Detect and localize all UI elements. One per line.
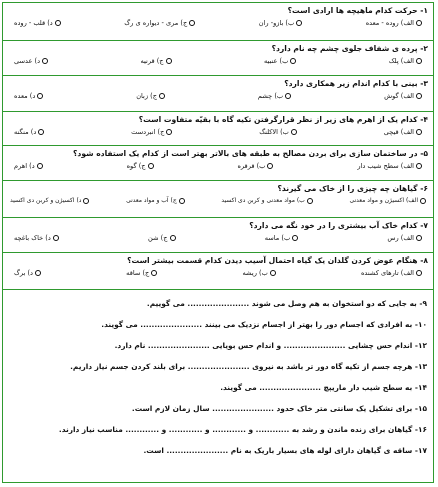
- option-d[interactable]: [14, 90, 43, 102]
- option-d[interactable]: [14, 17, 61, 29]
- question-text: ۶- گیاهان چه چیزی را از خاک می گیرند؟: [277, 184, 428, 193]
- question-text: ۵- در ساختمان سازی برای بردن مصالح به طبقه های بالاتر بهتر است از کدام یک استفاده شود؟: [73, 149, 428, 158]
- option-a[interactable]: [366, 17, 422, 29]
- radio-circle-icon[interactable]: [42, 58, 48, 64]
- option-d[interactable]: [10, 195, 89, 207]
- option-b[interactable]: [221, 195, 313, 207]
- question-2: [3, 41, 433, 76]
- option-c[interactable]: [126, 195, 185, 207]
- radio-circle-icon[interactable]: [166, 129, 172, 135]
- option-label: ب) قرقره: [237, 162, 266, 170]
- fill-in-item: ۱۲- اندام حس چشایی ...................... و اندام حس بویایی ...................... نام دارد.: [114, 341, 427, 350]
- option-c[interactable]: [124, 17, 195, 29]
- question-1: [3, 3, 433, 41]
- option-label: ب) عنبیه: [263, 57, 289, 65]
- radio-circle-icon[interactable]: [296, 20, 302, 26]
- option-label: د) قلب - روده: [14, 19, 53, 27]
- question-text: ۸- هنگام عوض کردن گلدان یک گیاه احتمال آسیب دیدن کدام قسمت بیشتر است؟: [127, 256, 428, 265]
- option-d[interactable]: [14, 126, 44, 138]
- radio-circle-icon[interactable]: [267, 163, 273, 169]
- option-d[interactable]: [14, 267, 41, 279]
- option-label: د) برگ: [14, 269, 33, 277]
- question-6: [3, 181, 433, 218]
- option-label: ج) آب و مواد معدنی: [126, 197, 177, 204]
- option-label: الف) اکسیژن و مواد معدنی: [349, 197, 418, 204]
- question-7: [3, 218, 433, 253]
- option-label: ب) بازو- ران: [258, 19, 295, 27]
- radio-circle-icon[interactable]: [416, 93, 422, 99]
- option-label: ج) مری - دیواره ی رگ: [124, 19, 188, 27]
- radio-circle-icon[interactable]: [285, 93, 291, 99]
- radio-circle-icon[interactable]: [151, 270, 157, 276]
- option-label: الف) تارهای کشنده: [360, 269, 414, 277]
- radio-circle-icon[interactable]: [179, 198, 185, 204]
- option-b[interactable]: [259, 126, 297, 138]
- radio-circle-icon[interactable]: [189, 20, 195, 26]
- option-a[interactable]: [357, 160, 422, 172]
- radio-circle-icon[interactable]: [416, 235, 422, 241]
- radio-circle-icon[interactable]: [159, 93, 165, 99]
- radio-circle-icon[interactable]: [291, 129, 297, 135]
- option-label: ب) مواد معدنی و کربن دی اکسید: [221, 197, 305, 204]
- question-text: ۲- پرده ی شفاف جلوی چشم چه نام دارد؟: [271, 44, 428, 53]
- fill-in-section: [3, 290, 433, 467]
- option-d[interactable]: [14, 160, 43, 172]
- fill-in-item: ۱۷- ساقه ی گیاهان دارای لوله های بسیار باریک به نام ...................... است.: [143, 446, 427, 455]
- option-c[interactable]: [131, 126, 172, 138]
- question-text: ۱- حرکت کدام ماهیچه ها ارادی است؟: [287, 6, 428, 15]
- option-a[interactable]: [389, 55, 422, 67]
- option-label: ج) قرنیه: [140, 57, 164, 65]
- option-label: الف) رس: [387, 234, 414, 242]
- question-4: [3, 112, 433, 146]
- options-row: [8, 160, 428, 172]
- radio-circle-icon[interactable]: [290, 58, 296, 64]
- option-c[interactable]: [136, 90, 165, 102]
- options-row: [8, 55, 428, 67]
- fill-in-item: ۱۶- گیاهان برای زنده ماندن و رشد به ............ و ............ و ............ و ............ مناسب نیاز دارند.: [58, 425, 427, 434]
- option-label: د) عدسی: [14, 57, 41, 65]
- radio-circle-icon[interactable]: [53, 235, 59, 241]
- options-row: [8, 195, 428, 207]
- option-c[interactable]: [140, 55, 171, 67]
- fill-in-item: ۱۴- به سطح شیب دار ماریپچ ...................... می گویند.: [220, 383, 427, 392]
- option-b[interactable]: [242, 267, 275, 279]
- option-c[interactable]: [126, 267, 157, 279]
- option-d[interactable]: [14, 232, 59, 244]
- option-c[interactable]: [127, 160, 154, 172]
- radio-circle-icon[interactable]: [83, 198, 89, 204]
- question-3: [3, 76, 433, 112]
- option-a[interactable]: [361, 267, 422, 279]
- fill-in-item: ۹- به جایی که دو استخوان به هم وصل می شوند ...................... می گوییم.: [146, 299, 427, 308]
- option-label: ب) الاکلنگ: [259, 128, 289, 136]
- option-b[interactable]: [258, 90, 291, 102]
- option-a[interactable]: [387, 232, 422, 244]
- option-label: ب) چشم: [257, 92, 284, 100]
- options-row: [8, 126, 428, 138]
- option-label: د) منگنه: [14, 128, 37, 136]
- options-row: [8, 90, 428, 102]
- radio-circle-icon[interactable]: [37, 93, 43, 99]
- question-text: ۴- کدام یک از اهرم های زیر از نظر قرارگرفتن تکیه گاه با بقیّه متفاوت است؟: [138, 115, 428, 124]
- radio-circle-icon[interactable]: [307, 198, 313, 204]
- options-row: [8, 232, 428, 244]
- question-text: ۳- بینی با کدام اندام زیر همکاری دارد؟: [284, 79, 428, 88]
- radio-circle-icon[interactable]: [416, 58, 422, 64]
- option-label: ج) شن: [148, 234, 168, 242]
- option-label: د) اکسیژن و کربن دی اکسید: [10, 197, 82, 204]
- radio-circle-icon[interactable]: [292, 235, 298, 241]
- options-row: [8, 17, 428, 29]
- option-b[interactable]: [259, 17, 302, 29]
- radio-circle-icon[interactable]: [416, 129, 422, 135]
- radio-circle-icon[interactable]: [270, 270, 276, 276]
- option-label: الف) قیچی: [383, 128, 414, 136]
- option-label: د) خاک باغچه: [14, 234, 51, 242]
- radio-circle-icon[interactable]: [37, 163, 43, 169]
- radio-circle-icon[interactable]: [416, 270, 422, 276]
- option-label: الف) روده - معده: [365, 19, 414, 27]
- radio-circle-icon[interactable]: [420, 198, 426, 204]
- question-text: ۷- کدام خاک آب بیشتری را در خود نگه می دارد؟: [249, 221, 428, 230]
- option-label: ج) انبردست: [131, 128, 165, 136]
- option-label: ب) ریشه: [242, 269, 268, 277]
- radio-circle-icon[interactable]: [35, 270, 41, 276]
- fill-in-item: ۱۰- به افرادی که اجسام دور را بهتر از اجسام نزدیک می بینند ...................... می گویند.: [101, 320, 427, 329]
- question-5: [3, 146, 433, 181]
- radio-circle-icon[interactable]: [416, 20, 422, 26]
- option-a[interactable]: [349, 195, 426, 207]
- radio-circle-icon[interactable]: [416, 163, 422, 169]
- radio-circle-icon[interactable]: [148, 163, 154, 169]
- radio-circle-icon[interactable]: [170, 235, 176, 241]
- option-a[interactable]: [384, 90, 422, 102]
- option-label: ج) زبان: [136, 92, 157, 100]
- option-label: د) اهرم: [14, 162, 35, 170]
- question-8: [3, 253, 433, 290]
- option-b[interactable]: [265, 232, 298, 244]
- option-d[interactable]: [14, 55, 48, 67]
- option-label: الف) پلک: [388, 57, 414, 65]
- exam-sheet: [2, 2, 434, 483]
- fill-in-item: ۱۵- برای تشکیل یک سانتی متر خاک حدود ...................... سال زمان لازم است.: [131, 404, 427, 413]
- option-label: الف) سطح شیب دار: [357, 162, 414, 170]
- option-a[interactable]: [384, 126, 422, 138]
- radio-circle-icon[interactable]: [38, 129, 44, 135]
- option-label: د) معده: [14, 92, 36, 100]
- option-label: ج) گوه: [126, 162, 146, 170]
- radio-circle-icon[interactable]: [166, 58, 172, 64]
- fill-in-item: ۱۳- هرچه جسم از تکیه گاه دور تر باشد به نیروی ...................... برای بلند کردن جسم نیاز داریم.: [70, 362, 427, 371]
- option-c[interactable]: [148, 232, 175, 244]
- option-label: ب) ماسه: [264, 234, 291, 242]
- option-label: ج) ساقه: [126, 269, 150, 277]
- option-b[interactable]: [264, 55, 296, 67]
- options-row: [8, 267, 428, 279]
- option-b[interactable]: [237, 160, 273, 172]
- radio-circle-icon[interactable]: [55, 20, 61, 26]
- option-label: الف) گوش: [384, 92, 414, 100]
